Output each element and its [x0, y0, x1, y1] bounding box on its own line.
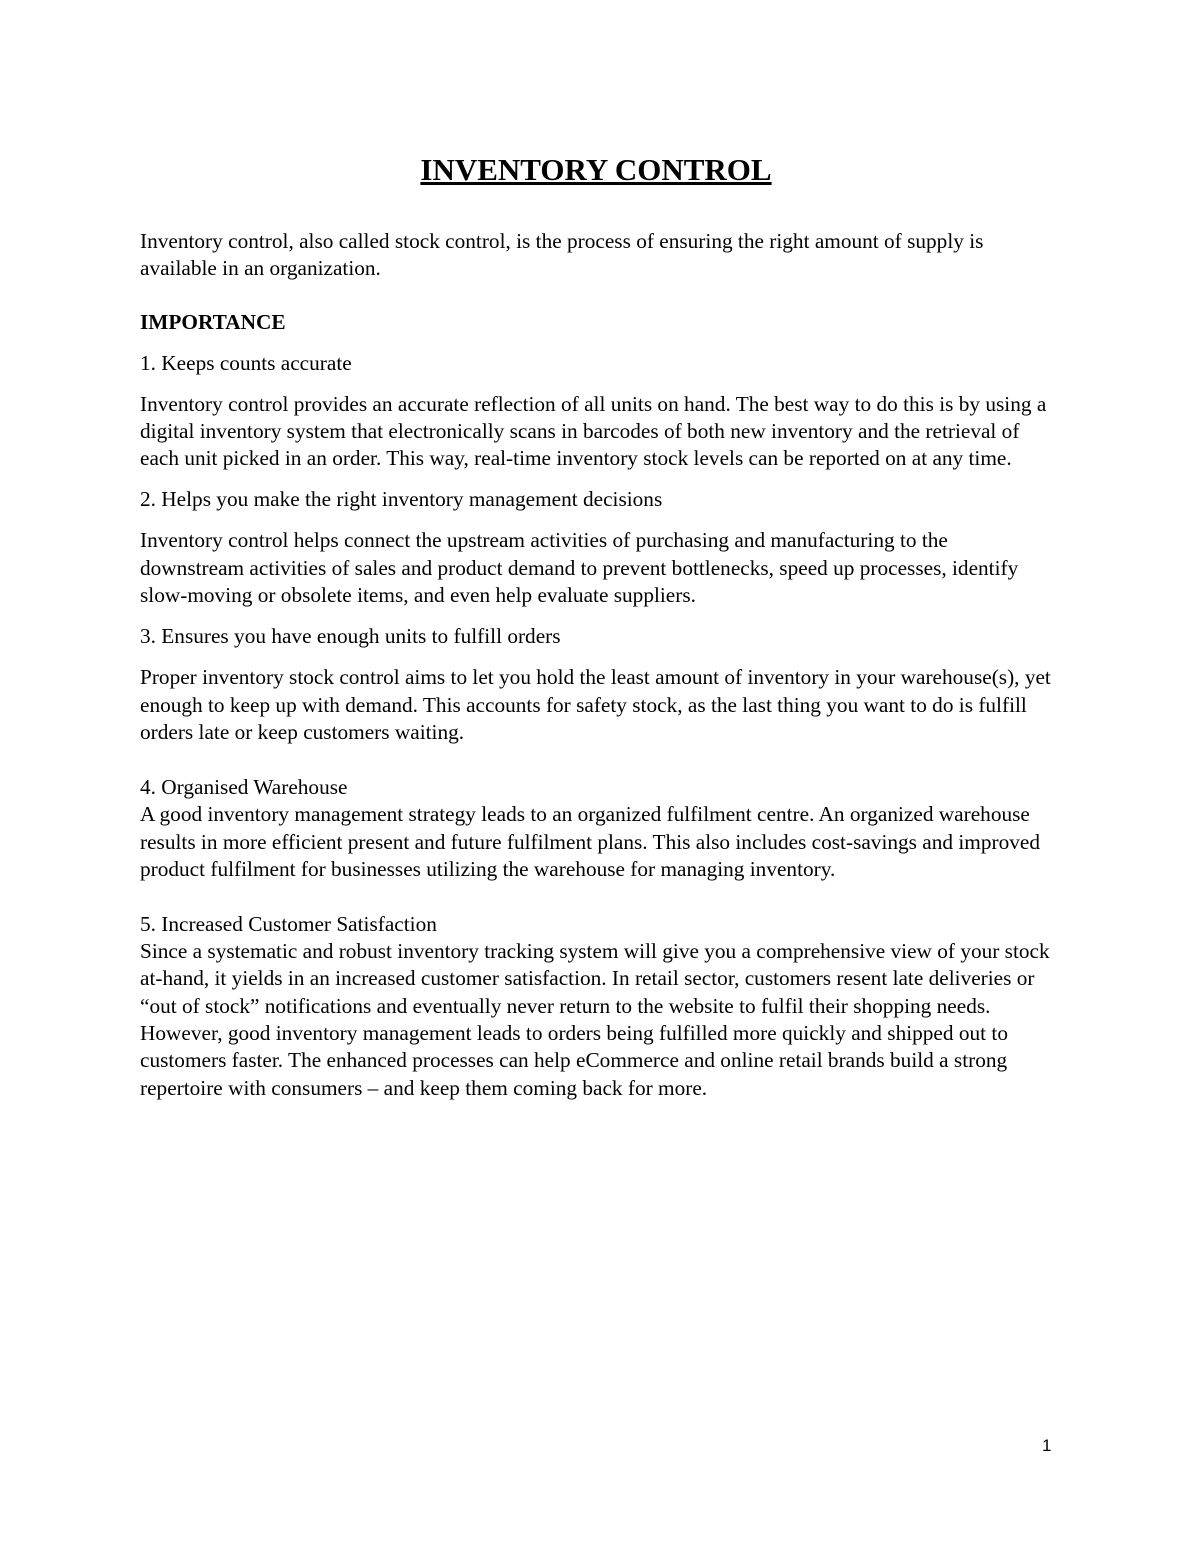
item-heading-1: 1. Keeps counts accurate — [140, 350, 352, 375]
item-heading-4: 4. Organised Warehouse — [140, 775, 348, 800]
document-title: INVENTORY CONTROL — [420, 152, 772, 187]
section-heading-importance: IMPORTANCE — [140, 309, 286, 334]
item-body-3: Proper inventory stock control aims to let you hold the least amount of inventory in your warehouse(s), yet enough to keep up with demand. This accounts for safety stock, as the last thing you want to do is fulfill orders late or keep customers waiting. — [140, 665, 1051, 744]
intro-paragraph: Inventory control, also called stock control, is the process of ensuring the right amount of supply is available in an organization. — [140, 229, 984, 281]
document-content — [140, 150, 1052, 1116]
item-body-1: Inventory control provides an accurate reflection of all units on hand. The best way to do this is by using a digital inventory system that electronically scans in barcodes of both new inventory and the retrieval of each unit picked in an order. This way, real-time inventory stock levels can be reported on at any time. — [140, 391, 1047, 471]
item-body-4: A good inventory management strategy leads to an organized fulfilment centre. An organized warehouse results in more efficient present and future fulfilment plans. This also includes cost-savings and improved product fulfilment for businesses utilizing the warehouse for managing inventory. — [140, 802, 1040, 881]
item-body-5: Since a systematic and robust inventory tracking system will give you a comprehensive view of your stock at-hand, it yields in an increased customer satisfaction. In retail sector, customers resent late deliveries or “out of stock” notifications and eventually never return to the website to fulfil their shopping needs. However, good inventory management leads to orders being fulfilled more quickly and shipped out to customers faster. The enhanced processes can help eCommerce and online retail brands build a strong repertoire with consumers – and keep them coming back for more. — [140, 939, 1050, 1100]
item-heading-2: 2. Helps you make the right inventory management decisions — [140, 487, 663, 512]
item-body-2: Inventory control helps connect the upstream activities of purchasing and manufacturing to the downstream activities of sales and product demand to prevent bottlenecks, speed up processes, identify slow-moving or obsolete items, and even help evaluate suppliers. — [140, 528, 1019, 608]
item-heading-5: 5. Increased Customer Satisfaction — [140, 912, 437, 937]
item-heading-3: 3. Ensures you have enough units to fulfill orders — [140, 624, 561, 649]
page-number: 1 — [1042, 1436, 1052, 1455]
